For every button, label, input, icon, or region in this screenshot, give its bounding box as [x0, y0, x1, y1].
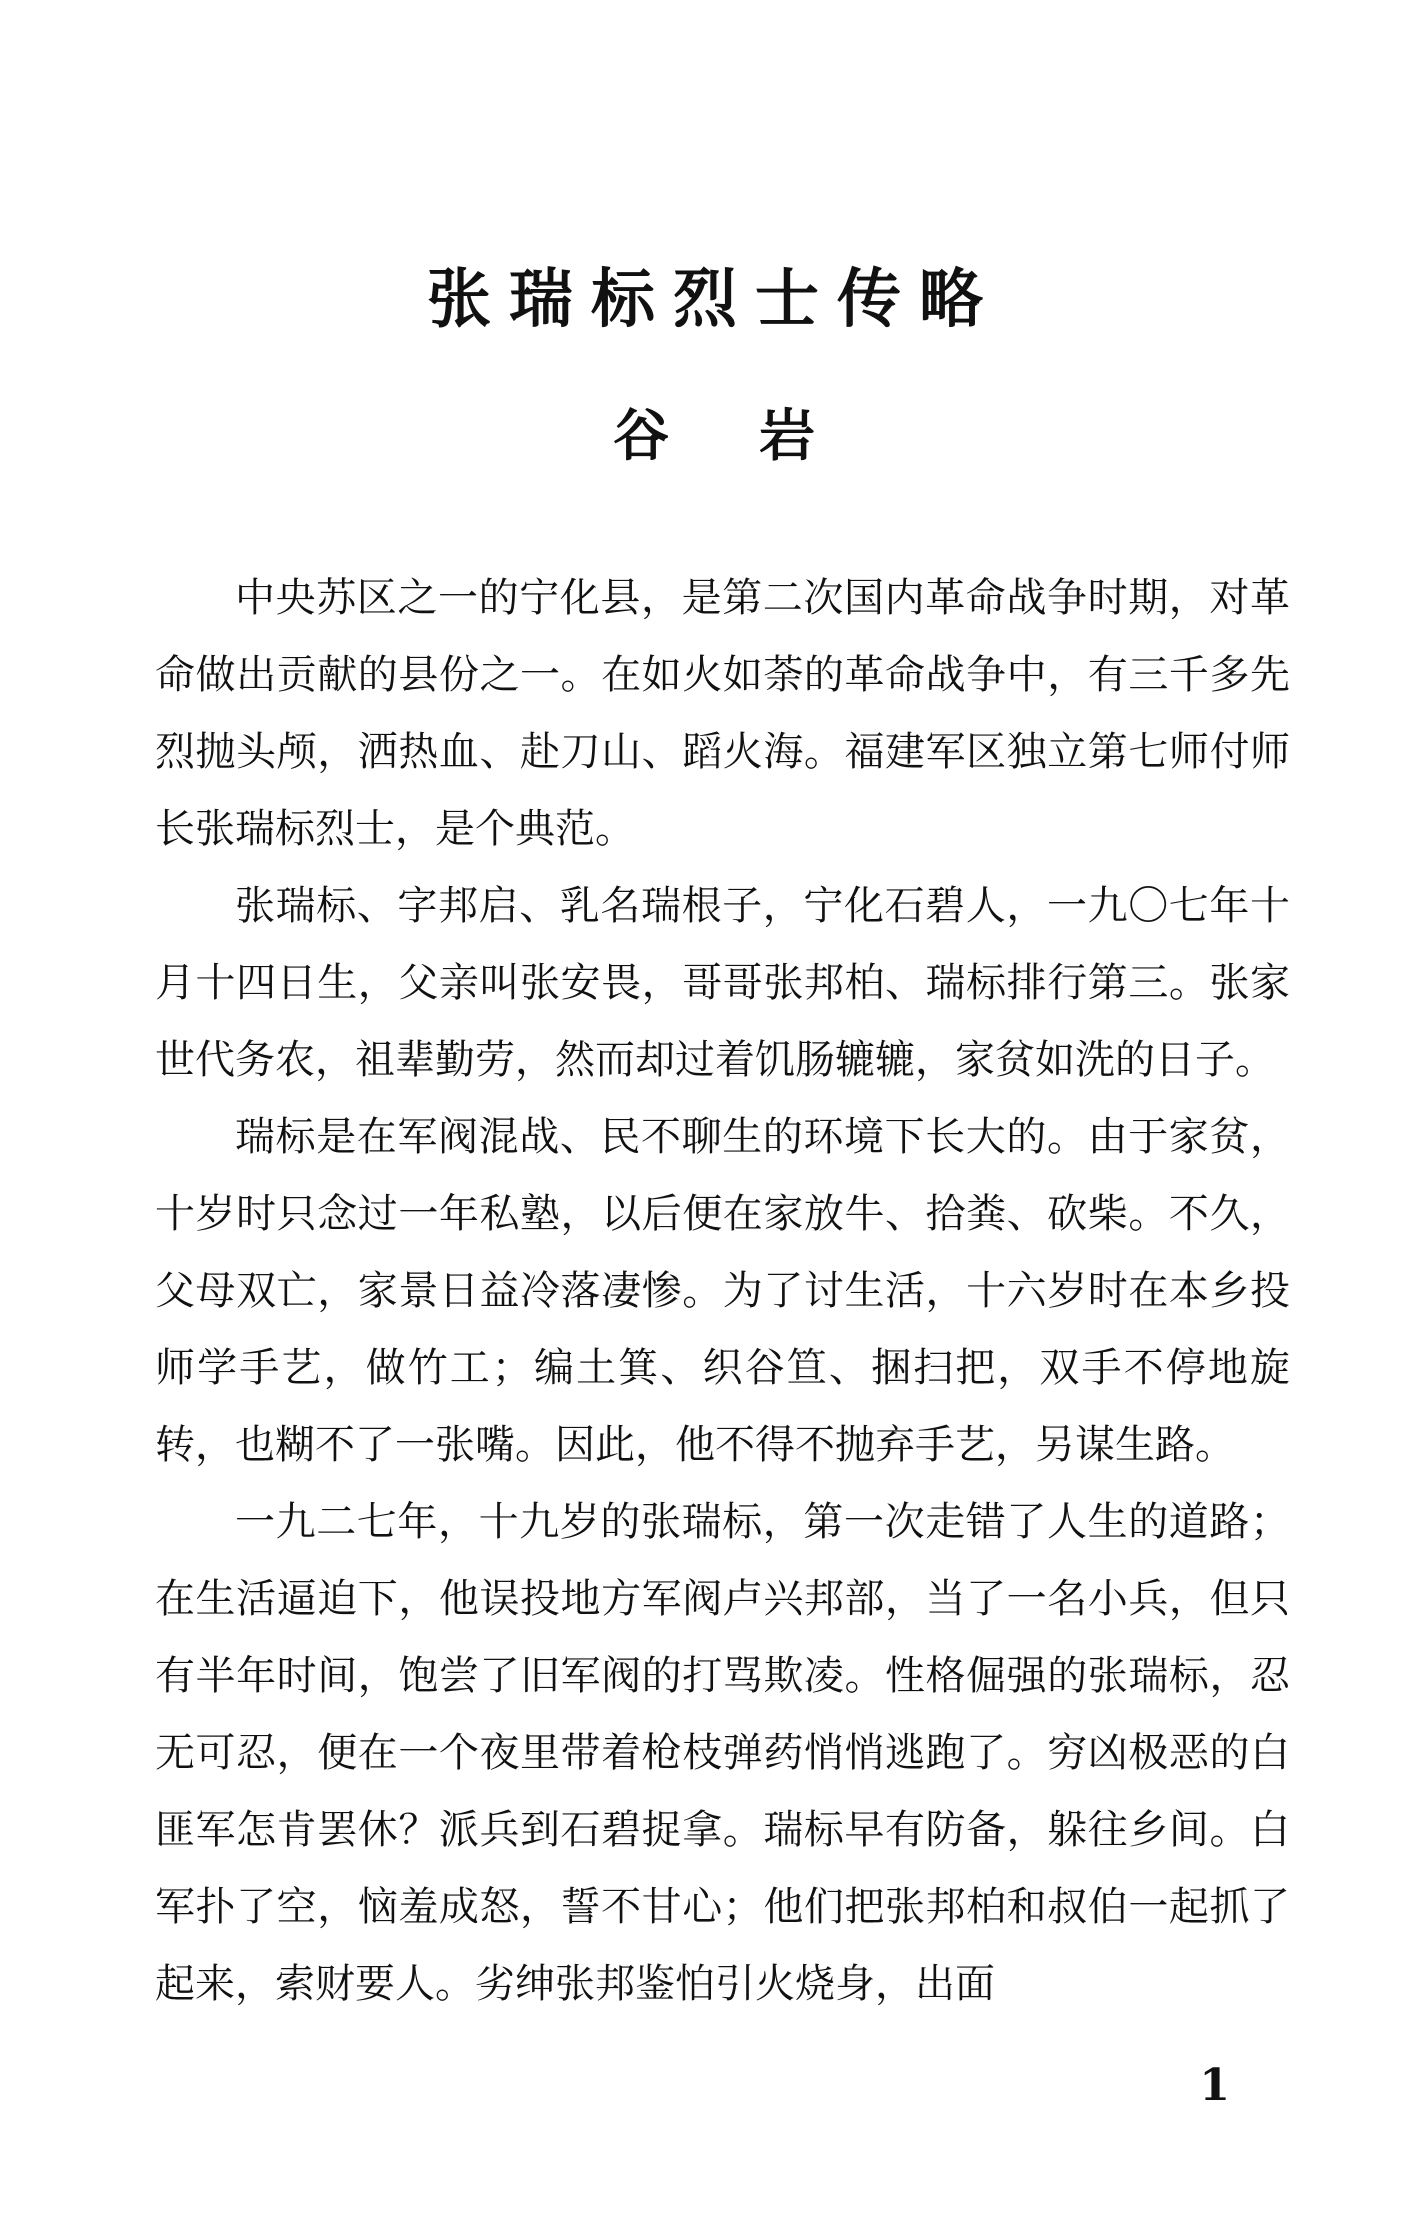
paragraph: 瑞标是在军阀混战、民不聊生的环境下长大的。由于家贫，十岁时只念过一年私塾，以后便在家放牛、拾粪、砍柴。不久，父母双亡，家景日益冷落凄惨。为了讨生活，十六岁时在本乡投师学手艺，做竹工；编土箕、织谷笪、捆扫把，双手不停地旋转，也糊不了一张嘴。因此，他不得不抛弃手艺，另谋生路。 [155, 1114, 1290, 1468]
paragraph: 张瑞标、字邦启、乳名瑞根子，宁化石碧人，一九〇七年十月十四日生，父亲叫张安畏，哥哥张邦柏、瑞标排行第三。张家世代务农，祖辈勤劳，然而却过着饥肠辘辘，家贫如洗的日子。 [155, 883, 1290, 1083]
document-title: 张瑞标烈士传略 [427, 262, 1001, 337]
paragraph: 中央苏区之一的宁化县，是第二次国内革命战争时期，对革命做出贡献的县份之一。在如火如荼的革命战争中，有三千多先烈抛头颅，洒热血、赴刀山、蹈火海。福建军区独立第七师付师长张瑞标烈士，是个典范。 [155, 575, 1290, 852]
author-name: 谷岩 [613, 403, 905, 469]
body-text [155, 560, 1290, 2023]
page-number: 1 [1199, 2060, 1230, 2111]
paragraph: 一九二七年，十九岁的张瑞标，第一次走错了人生的道路；在生活逼迫下，他误投地方军阀卢兴邦部，当了一名小兵，但只有半年时间，饱尝了旧军阀的打骂欺凌。性格倔强的张瑞标，忍无可忍，便在一个夜里带着枪枝弹药悄悄逃跑了。穷凶极恶的白匪军怎肯罢休？派兵到石碧捉拿。瑞标早有防备，躲往乡间。白军扑了空，恼羞成怒，誓不甘心；他们把张邦柏和叔伯一起抓了起来，索财要人。劣绅张邦鉴怕引火烧身，出面 [155, 1499, 1290, 2007]
